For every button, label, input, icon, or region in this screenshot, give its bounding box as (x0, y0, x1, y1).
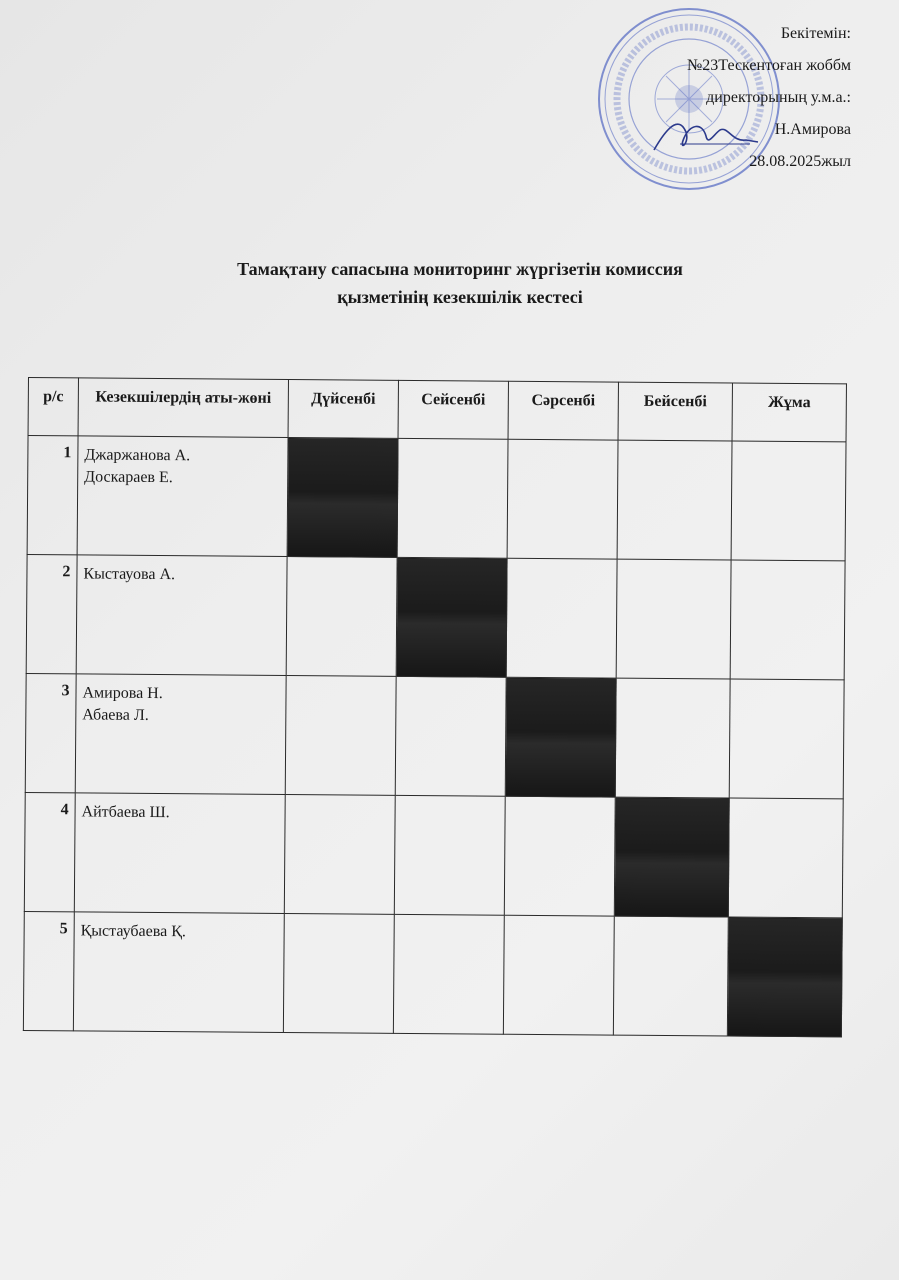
page-title (120, 255, 800, 311)
duty-name: Кыстауова А. (83, 565, 176, 584)
row-number: 3 (25, 673, 76, 792)
header-friday: Жұма (732, 383, 846, 442)
duty-cell (285, 676, 396, 796)
duty-cell (617, 440, 732, 560)
header-thursday: Бейсенбі (618, 382, 732, 441)
header-names: Кезекшілердің аты-жөні (78, 378, 288, 438)
approval-line-2: №23Тескентоған жоббм (687, 57, 851, 74)
duty-cell-filled (396, 557, 507, 677)
duty-cell (731, 441, 846, 561)
duty-names (74, 793, 285, 914)
approval-line-5: 28.08.2025жыл (749, 153, 851, 170)
header-wednesday: Сәрсенбі (508, 381, 618, 440)
duty-names (75, 674, 286, 795)
duty-cell (504, 796, 615, 916)
row-number: 5 (23, 911, 74, 1030)
duty-cell (503, 915, 614, 1035)
table-row (26, 554, 845, 679)
duty-cell (394, 795, 505, 915)
duty-name: Айтбаева Ш. (81, 803, 170, 822)
duty-cell (616, 559, 731, 679)
row-number: 4 (24, 792, 75, 911)
duty-names (77, 436, 288, 557)
duty-cell (397, 438, 508, 558)
header-num: р/с (28, 378, 78, 436)
duty-name: Абаева Л. (82, 706, 149, 724)
duty-cell (613, 916, 728, 1036)
duty-cell (507, 439, 618, 559)
table-row (24, 792, 843, 917)
header-monday: Дүйсенбі (288, 380, 398, 439)
duty-name: Қыстаубаева Қ. (80, 922, 186, 941)
table-header-row (28, 378, 846, 442)
duty-cell (395, 676, 506, 796)
duty-cell-filled (287, 438, 398, 558)
table-row (23, 911, 842, 1036)
duty-cell (286, 557, 397, 677)
approval-block (591, 18, 851, 178)
duty-name: Доскараев Е. (84, 468, 173, 487)
row-number: 2 (26, 554, 77, 673)
header-tuesday: Сейсенбі (398, 380, 508, 439)
row-number: 1 (27, 436, 78, 555)
duty-cell (728, 798, 843, 918)
duty-cell (506, 558, 617, 678)
approval-line-1: Бекітемін: (780, 25, 851, 42)
duty-cell (283, 914, 394, 1034)
title-line-1: Тамақтану сапасына мониторинг жүргізетін комиссия (237, 259, 683, 279)
duty-cell-filled (614, 797, 729, 917)
duty-name: Джаржанова А. (84, 446, 191, 465)
approval-line-4: Н.Амирова (774, 121, 851, 138)
duty-cell-filled (505, 677, 616, 797)
duty-cell (393, 914, 504, 1034)
duty-names (76, 555, 287, 676)
duty-cell (730, 560, 845, 680)
table-row (27, 436, 846, 561)
duty-cell (615, 678, 730, 798)
duty-schedule-table (23, 377, 847, 1037)
duty-cell (284, 795, 395, 915)
duty-names (73, 912, 284, 1033)
duty-cell (729, 679, 844, 799)
title-line-2: қызметінің кезекшілік кестесі (337, 287, 583, 307)
table-row (25, 673, 844, 798)
approval-line-3: директорының у.м.а.: (706, 89, 851, 106)
duty-name: Амирова Н. (82, 684, 163, 703)
duty-cell-filled (727, 917, 842, 1037)
